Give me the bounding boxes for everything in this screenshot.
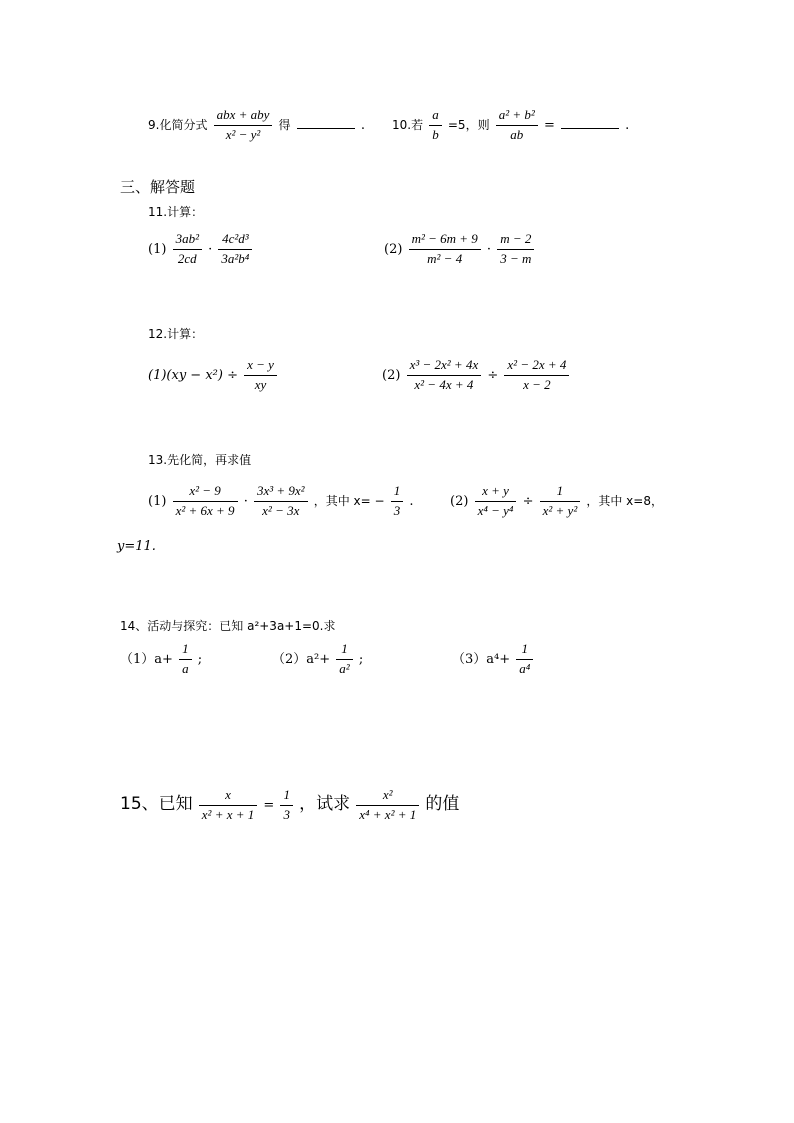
q13-p2-fraction-1 bbox=[475, 484, 517, 519]
q12-p1-label: (1)(xy − x²) ÷ bbox=[148, 367, 238, 383]
q12-p2-f1-denominator: x² − 4x + 4 bbox=[414, 376, 474, 392]
q11-p1-label: (1) bbox=[148, 241, 167, 257]
q12-part-1 bbox=[148, 358, 279, 393]
q11-part-1 bbox=[148, 232, 254, 267]
q12-part-2 bbox=[382, 358, 571, 393]
q11-p2-label: (2) bbox=[384, 241, 403, 257]
q15-mid: ，试求 bbox=[299, 793, 351, 814]
q13-p2-f2-numerator: 1 bbox=[540, 484, 581, 502]
q15-eq: = bbox=[263, 797, 275, 813]
q13-p2-condition: ，其中 x=8， bbox=[586, 493, 663, 508]
q10-mid: =5，则 bbox=[447, 117, 490, 132]
q15-f3-numerator: x² bbox=[356, 788, 419, 806]
q13-p1-fraction-1 bbox=[173, 484, 238, 519]
q9-end: . bbox=[360, 117, 365, 133]
q14-p2-numerator: 1 bbox=[336, 642, 352, 660]
q11-p2-fraction-1 bbox=[409, 232, 481, 267]
q9-answer-blank[interactable] bbox=[297, 116, 355, 129]
q9-denominator: x² − y² bbox=[225, 126, 261, 142]
q14-part-2 bbox=[272, 642, 363, 677]
q15-f1-numerator: x bbox=[199, 788, 257, 806]
q9-numerator: abx + aby bbox=[214, 108, 273, 126]
q10-f1-denominator: b bbox=[432, 126, 439, 142]
q11-p1-f1-numerator: 3ab² bbox=[173, 232, 202, 250]
q14-part-3 bbox=[452, 642, 535, 677]
q12-p1-denominator: xy bbox=[254, 376, 267, 392]
q11-p2-f1-denominator: m² − 4 bbox=[427, 250, 463, 266]
q11-p1-f1-denominator: 2cd bbox=[177, 250, 197, 266]
q13-p2-fraction-2 bbox=[540, 484, 581, 519]
q13-p2-f2-denominator: x² + y² bbox=[542, 502, 578, 518]
q13-p1-f1-denominator: x² + 6x + 9 bbox=[175, 502, 235, 518]
q12-p2-divide: ÷ bbox=[487, 367, 499, 383]
q14-part-1 bbox=[120, 642, 202, 677]
q14-p1-end: ; bbox=[197, 651, 203, 667]
q15-fraction-3 bbox=[356, 788, 419, 823]
q12-p1-fraction bbox=[244, 358, 277, 393]
q14-p1-label: （1）a+ bbox=[120, 651, 173, 667]
q14-p3-label: （3）a⁴+ bbox=[452, 651, 511, 667]
q13-p1-f1-numerator: x² − 9 bbox=[173, 484, 238, 502]
q15-label: 15、已知 bbox=[120, 793, 193, 814]
q14-p2-denominator: a² bbox=[339, 660, 350, 676]
q11-p1-fraction-1 bbox=[173, 232, 202, 267]
q12-p2-fraction-2 bbox=[504, 358, 569, 393]
q10-answer-blank[interactable] bbox=[561, 116, 619, 129]
q13-p1-value-denominator: 3 bbox=[393, 502, 401, 518]
q13-p1-f2-denominator: x² − 3x bbox=[262, 502, 300, 518]
q14-p1-numerator: 1 bbox=[179, 642, 192, 660]
question-10 bbox=[392, 108, 629, 143]
q13-p2-condition-wrap: y=11. bbox=[117, 539, 156, 554]
q9-fraction bbox=[214, 108, 273, 143]
q11-p2-f2-denominator: 3 − m bbox=[500, 250, 532, 266]
q13-p1-f2-numerator: 3x³ + 9x² bbox=[254, 484, 308, 502]
q15-f1-denominator: x² + x + 1 bbox=[201, 806, 255, 822]
q10-label: 10.若 bbox=[392, 117, 424, 132]
q12-p2-fraction-1 bbox=[407, 358, 482, 393]
q13-p1-condition: ，其中 x= − bbox=[313, 493, 385, 508]
q11-p1-f2-denominator: 3a²b⁴ bbox=[221, 250, 250, 266]
q14-p2-label: （2）a²+ bbox=[272, 651, 331, 667]
q10-end: . bbox=[625, 117, 630, 133]
q13-p2-f1-numerator: x + y bbox=[475, 484, 517, 502]
section-title: 三、解答题 bbox=[120, 178, 196, 196]
q14-p3-numerator: 1 bbox=[516, 642, 533, 660]
q11-p2-fraction-2 bbox=[497, 232, 534, 267]
q10-fraction-2 bbox=[496, 108, 538, 143]
q12-p1-numerator: x − y bbox=[244, 358, 277, 376]
q12-p2-f1-numerator: x³ − 2x² + 4x bbox=[407, 358, 482, 376]
q14-p2-end: ; bbox=[358, 651, 364, 667]
q11-p2-f1-numerator: m² − 6m + 9 bbox=[409, 232, 481, 250]
q15-end: 的值 bbox=[425, 793, 460, 814]
q12-p2-f2-denominator: x − 2 bbox=[523, 376, 551, 392]
q13-p1-value-numerator: 1 bbox=[391, 484, 404, 502]
q14-p2-fraction bbox=[336, 642, 352, 677]
q10-f1-numerator: a bbox=[429, 108, 442, 126]
q13-p2-divide: ÷ bbox=[522, 493, 534, 509]
q11-p1-fraction-2 bbox=[218, 232, 252, 267]
q14-p1-fraction bbox=[179, 642, 192, 677]
q15-f3-denominator: x⁴ + x² + 1 bbox=[359, 806, 417, 822]
question-9 bbox=[148, 108, 365, 143]
q14-p1-denominator: a bbox=[182, 660, 189, 676]
q12-p2-label: (2) bbox=[382, 367, 401, 383]
q13-p1-end: . bbox=[409, 493, 414, 509]
q11-p1-dot: · bbox=[208, 241, 213, 257]
q13-p1-dot: · bbox=[243, 493, 248, 509]
q11-part-2 bbox=[384, 232, 536, 267]
q14-p3-fraction bbox=[516, 642, 533, 677]
q13-p1-fraction-2 bbox=[254, 484, 308, 519]
q12-p2-f2-numerator: x² − 2x + 4 bbox=[504, 358, 569, 376]
question-15 bbox=[120, 788, 459, 823]
q10-fraction-1 bbox=[429, 108, 442, 143]
q14-title: 14、活动与探究：已知 a²+3a+1=0.求 bbox=[120, 619, 336, 633]
q12-title: 12.计算： bbox=[148, 327, 204, 341]
q11-p1-f2-numerator: 4c²d³ bbox=[218, 232, 252, 250]
q13-title: 13.先化简，再求值 bbox=[148, 453, 252, 467]
q11-p2-dot: · bbox=[486, 241, 492, 257]
q13-part-1 bbox=[148, 484, 413, 519]
q13-p2-f1-denominator: x⁴ − y⁴ bbox=[477, 502, 514, 518]
q10-f2-numerator: a² + b² bbox=[496, 108, 538, 126]
q14-p3-denominator: a⁴ bbox=[519, 660, 531, 676]
q10-f2-denominator: ab bbox=[510, 126, 524, 142]
q13-p2-label: (2) bbox=[450, 493, 469, 509]
q9-after: 得 bbox=[278, 117, 291, 132]
q13-p1-value-fraction bbox=[391, 484, 404, 519]
q13-part-2 bbox=[450, 484, 663, 519]
q10-eq: = bbox=[543, 117, 555, 133]
q11-title: 11.计算： bbox=[148, 205, 204, 219]
q11-p2-f2-numerator: m − 2 bbox=[497, 232, 534, 250]
q15-fraction-1 bbox=[199, 788, 257, 823]
q13-p1-label: (1) bbox=[148, 493, 167, 509]
q15-f2-numerator: 1 bbox=[280, 788, 293, 806]
q15-fraction-2 bbox=[280, 788, 293, 823]
q15-f2-denominator: 3 bbox=[283, 806, 290, 822]
q9-label: 9.化简分式 bbox=[148, 117, 208, 132]
